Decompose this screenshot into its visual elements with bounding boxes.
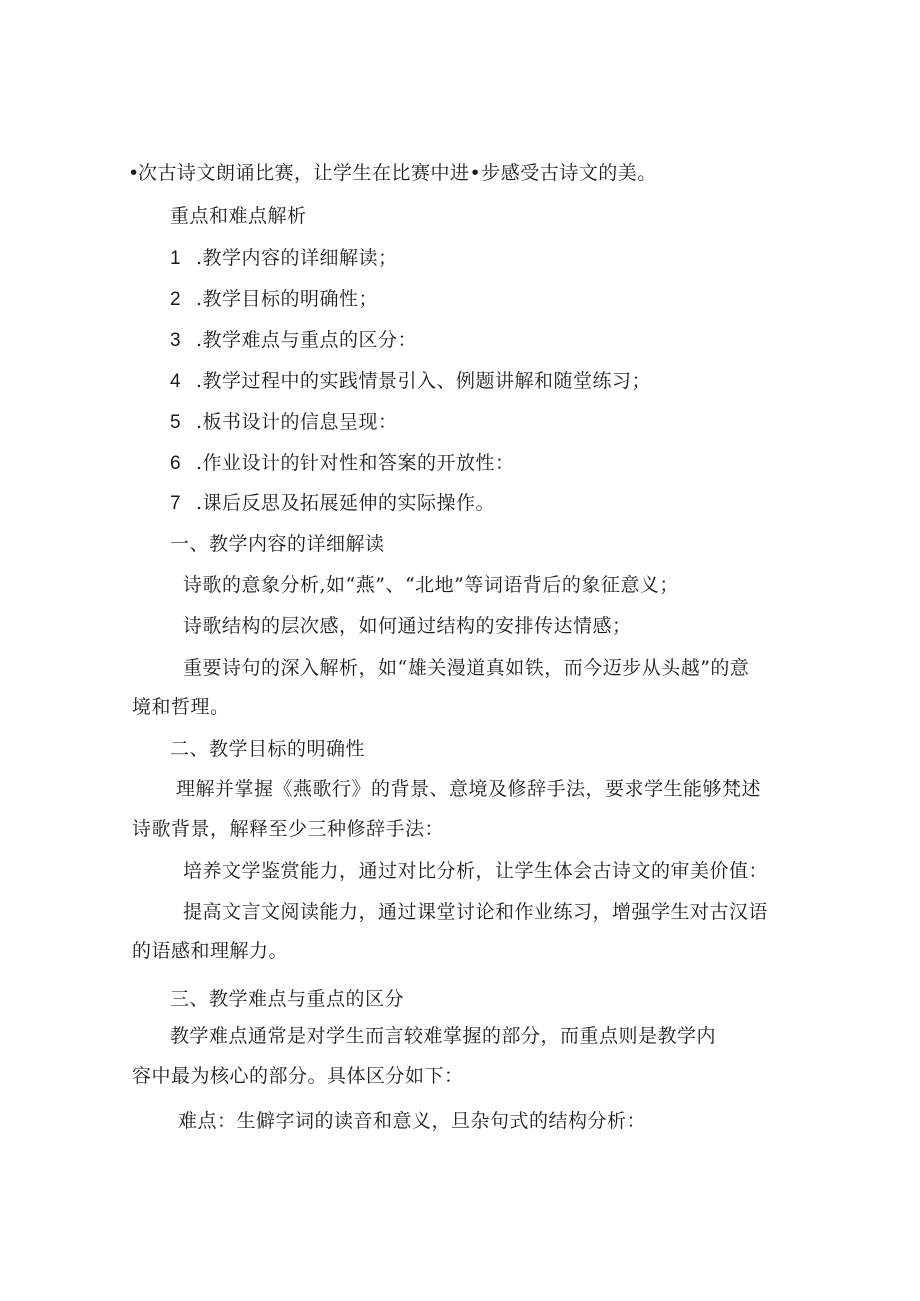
numbered-item-6: [170, 450, 515, 477]
item-text: .教学内容的详细解读；: [196, 247, 398, 269]
section2-paragraph-2: 培养文学鉴赏能力，通过对比分析，让学生体会古诗文的审美价值：: [183, 860, 769, 882]
item-number: 5: [170, 412, 182, 433]
item-number: 3: [170, 330, 182, 351]
item-number: 7: [170, 493, 182, 514]
intro-line: [128, 160, 657, 186]
numbered-item-2: [170, 286, 378, 313]
section2-paragraph-1-line2: 诗歌背景，解释至少三种修辞手法：: [132, 818, 445, 840]
key-section-title: 重点和难点解析: [170, 205, 307, 227]
section2-paragraph-3-line2: 的语感和理解力。: [132, 940, 289, 962]
item-text: .教学难点与重点的区分：: [196, 329, 418, 351]
item-number: 2: [170, 289, 182, 310]
section1-heading: 一、教学内容的详细解读: [170, 533, 385, 555]
numbered-item-1: [170, 245, 398, 272]
section2-heading: 二、教学目标的明确性: [170, 738, 366, 760]
section3-paragraph-2: 难点：生僻字词的读音和意义，旦杂句式的结构分析：: [178, 1110, 647, 1132]
section1-paragraph-2: 诗歌结构的层次感，如何通过结构的安排传达情感；: [183, 615, 632, 637]
item-text: .课后反思及拓展延伸的实际操作。: [196, 492, 496, 514]
section3-paragraph-1-line2: 容中最为核心的部分。具体区分如下：: [132, 1065, 464, 1087]
item-number: 1: [170, 248, 182, 269]
numbered-item-7: [170, 490, 495, 517]
section1-paragraph-3-line2: 境和哲理。: [132, 696, 230, 718]
item-text: .作业设计的针对性和答案的开放性：: [196, 452, 515, 474]
bullet-mark: •: [128, 162, 140, 184]
section3-paragraph-1-line1: 教学难点通常是对学生而言较难掌握的部分，而重点则是教学内: [170, 1025, 717, 1047]
item-text: .板书设计的信息呈现：: [196, 411, 398, 433]
section2-paragraph-3-line1: 提高文言文阅读能力，通过课堂讨论和作业练习，增强学生对古汉语: [183, 901, 769, 923]
item-number: 6: [170, 453, 182, 474]
intro-text: 次古诗文朗诵比赛，让学生在比赛中进•步感受古诗文的美。: [138, 162, 657, 184]
section2-paragraph-1-line1: 理解并掌握《燕歌行》的背景、意境及修辞手法，要求学生能够梵述: [176, 778, 762, 800]
item-number: 4: [170, 371, 182, 392]
item-text: .教学过程中的实践情景引入、例题讲解和随堂练习；: [196, 370, 652, 392]
numbered-item-3: [170, 327, 417, 354]
section3-heading: 三、教学难点与重点的区分: [170, 988, 405, 1010]
section1-paragraph-3-line1: 重要诗句的深入解析，如“雄关漫道真如铁，而今迈步从头越”的意: [183, 657, 750, 679]
numbered-item-4: [170, 368, 651, 395]
section1-paragraph-1: 诗歌的意象分析,如“燕”、“北地”等词语背后的象征意义；: [183, 574, 679, 596]
item-text: .教学目标的明确性；: [196, 288, 379, 310]
numbered-item-5: [170, 409, 398, 436]
